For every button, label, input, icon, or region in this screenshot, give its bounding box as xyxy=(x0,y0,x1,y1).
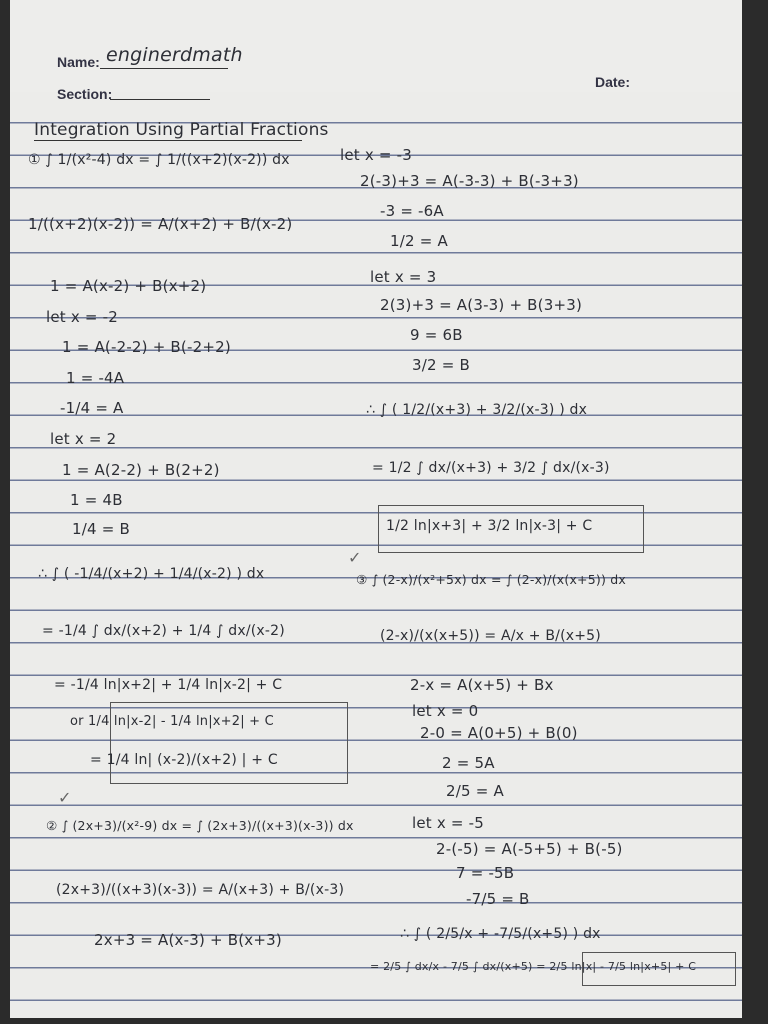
name-label: Name: xyxy=(57,54,100,70)
right-line-20: 2-(-5) = A(-5+5) + B(-5) xyxy=(436,840,623,858)
left-line-16: = 1/4 ln| (x-2)/(x+2) | + C xyxy=(90,752,278,768)
right-line-9: ∴ ∫ ( 1/2/(x+3) + 3/2/(x-3) ) dx xyxy=(366,402,588,418)
left-line-8: let x = 2 xyxy=(50,430,117,448)
name-underline xyxy=(100,68,228,69)
right-line-11: 1/2 ln|x+3| + 3/2 ln|x-3| + C xyxy=(386,518,593,534)
left-line-19: 2x+3 = A(x-3) + B(x+3) xyxy=(94,931,282,949)
right-line-24: = 2/5 ∫ dx/x - 7/5 ∫ dx/(x+5) = 2/5 ln|x| - 7/5 ln|x+5| + C xyxy=(370,960,697,973)
title-underline xyxy=(34,140,302,141)
right-line-10: = 1/2 ∫ dx/(x+3) + 3/2 ∫ dx/(x-3) xyxy=(372,460,610,476)
right-line-12: ③ ∫ (2-x)/(x²+5x) dx = ∫ (2-x)/(x(x+5)) dx xyxy=(356,572,626,587)
page-title: Integration Using Partial Fractions xyxy=(34,120,329,140)
right-line-6: 2(3)+3 = A(3-3) + B(3+3) xyxy=(380,296,583,314)
left-line-7: -1/4 = A xyxy=(60,399,124,417)
date-label: Date: xyxy=(595,74,631,90)
left-line-14: = -1/4 ln|x+2| + 1/4 ln|x-2| + C xyxy=(54,677,283,693)
left-line-6: 1 = -4A xyxy=(66,369,125,387)
right-line-3: -3 = -6A xyxy=(380,202,444,220)
right-line-17: 2 = 5A xyxy=(442,754,495,772)
right-line-15: let x = 0 xyxy=(412,702,479,720)
check-mark-1: ✓ xyxy=(58,788,72,807)
right-line-8: 3/2 = B xyxy=(412,356,470,374)
right-line-22: -7/5 = B xyxy=(466,890,530,908)
left-line-4: let x = -2 xyxy=(46,308,118,326)
right-line-23: ∴ ∫ ( 2/5/x + -7/5/(x+5) ) dx xyxy=(400,926,601,942)
left-line-15: or 1/4 ln|x-2| - 1/4 ln|x+2| + C xyxy=(70,714,274,729)
right-line-2: 2(-3)+3 = A(-3-3) + B(-3+3) xyxy=(360,172,579,190)
check-mark-2: ✓ xyxy=(348,548,362,567)
left-line-2: 1/((x+2)(x-2)) = A/(x+2) + B/(x-2) xyxy=(28,215,293,233)
left-line-11: 1/4 = B xyxy=(72,520,130,538)
left-line-13: = -1/4 ∫ dx/(x+2) + 1/4 ∫ dx/(x-2) xyxy=(42,623,285,639)
left-line-10: 1 = 4B xyxy=(70,491,123,509)
left-line-12: ∴ ∫ ( -1/4/(x+2) + 1/4/(x-2) ) dx xyxy=(38,566,265,582)
section-underline xyxy=(110,99,210,100)
right-line-1: let x = -3 xyxy=(340,146,412,164)
right-line-19: let x = -5 xyxy=(412,814,484,832)
left-line-18: (2x+3)/((x+3)(x-3)) = A/(x+3) + B/(x-3) xyxy=(56,882,345,898)
right-line-4: 1/2 = A xyxy=(390,232,448,250)
right-line-18: 2/5 = A xyxy=(446,782,504,800)
left-line-5: 1 = A(-2-2) + B(-2+2) xyxy=(62,338,231,356)
name-value: enginerdmath xyxy=(106,44,243,66)
right-line-16: 2-0 = A(0+5) + B(0) xyxy=(420,724,578,742)
notebook-page xyxy=(10,0,742,1018)
left-line-1: ① ∫ 1/(x²-4) dx = ∫ 1/((x+2)(x-2)) dx xyxy=(28,152,290,168)
left-line-17: ② ∫ (2x+3)/(x²-9) dx = ∫ (2x+3)/((x+3)(x-3)) dx xyxy=(46,818,354,833)
right-line-21: 7 = -5B xyxy=(456,864,515,882)
left-line-3: 1 = A(x-2) + B(x+2) xyxy=(50,277,207,295)
right-line-7: 9 = 6B xyxy=(410,326,463,344)
left-line-9: 1 = A(2-2) + B(2+2) xyxy=(62,461,220,479)
right-line-13: (2-x)/(x(x+5)) = A/x + B/(x+5) xyxy=(380,628,601,644)
section-label: Section: xyxy=(57,86,113,102)
right-line-5: let x = 3 xyxy=(370,268,437,286)
right-line-14: 2-x = A(x+5) + Bx xyxy=(410,676,554,694)
